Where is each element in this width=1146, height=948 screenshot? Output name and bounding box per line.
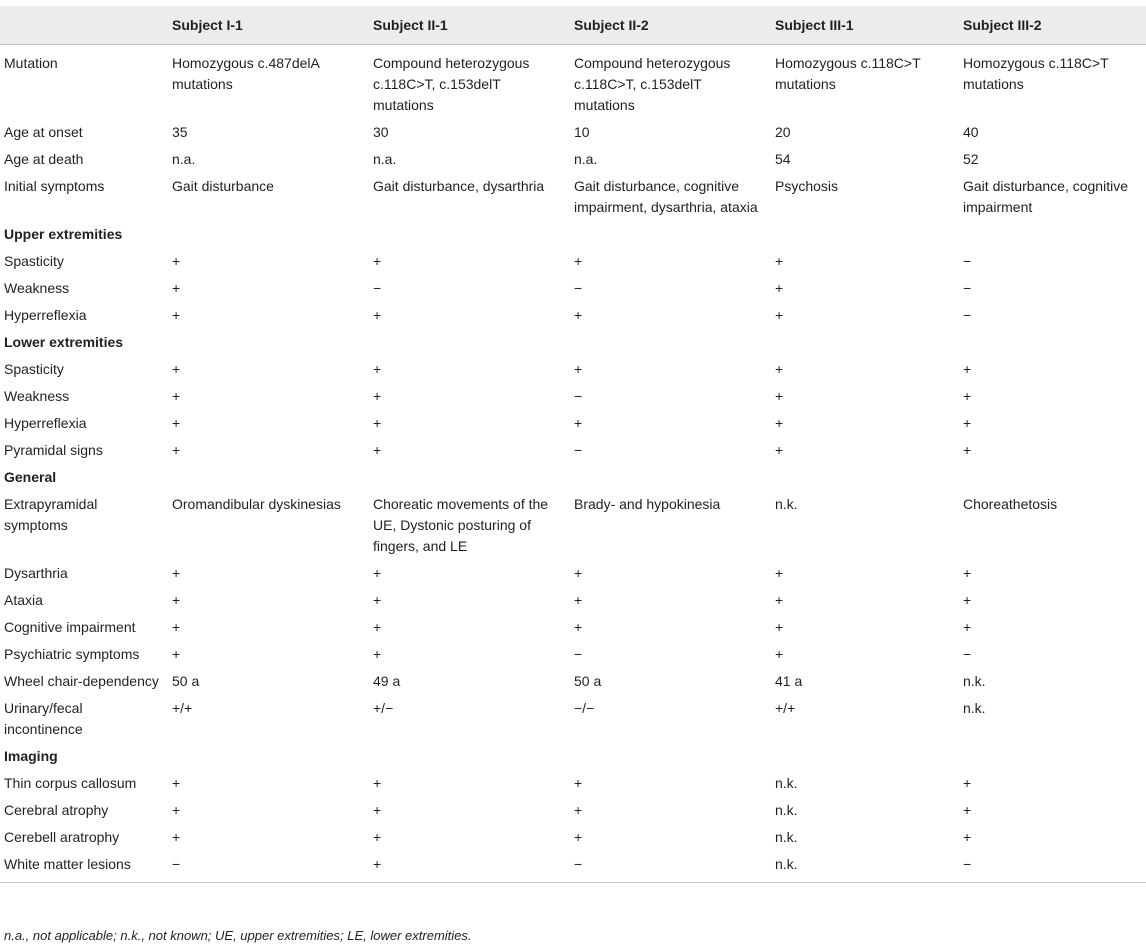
table-cell: + — [574, 828, 583, 845]
section-row — [0, 221, 1146, 248]
table-row — [0, 824, 1146, 851]
table-cell: + — [172, 279, 181, 296]
section-heading: General — [4, 468, 57, 485]
table-cell: + — [373, 414, 382, 431]
table-row — [0, 560, 1146, 587]
section-heading: Upper extremities — [4, 225, 123, 242]
header-corner-cell — [0, 6, 168, 44]
table-cell: 40 — [963, 123, 979, 140]
table-cell: + — [172, 441, 181, 458]
row-label: Hyperreflexia — [4, 306, 87, 323]
table-cell: + — [373, 801, 382, 818]
table-cell: + — [373, 774, 382, 791]
table-cell: − — [574, 441, 583, 458]
table-cell: n.k. — [775, 801, 798, 818]
table-cell: − — [959, 851, 1146, 883]
table-cell: + — [373, 828, 382, 845]
table-row — [0, 146, 1146, 173]
table-cell: + — [775, 645, 784, 662]
table-cell: + — [172, 360, 181, 377]
row-label: Extrapyramidal symptoms — [4, 495, 98, 533]
section-row — [0, 743, 1146, 770]
table-cell: − — [168, 851, 369, 883]
table-cell: + — [574, 306, 583, 323]
table-row — [0, 173, 1146, 221]
table-row — [0, 410, 1146, 437]
row-label: Wheel chair-dependency — [4, 672, 159, 689]
row-label: Ataxia — [4, 591, 43, 608]
table-cell: n.k. — [771, 851, 959, 883]
table-cell: + — [775, 252, 784, 269]
table-cell: + — [963, 360, 972, 377]
table-cell: + — [963, 441, 972, 458]
table-cell: + — [172, 801, 181, 818]
table-row — [0, 383, 1146, 410]
table-row — [0, 695, 1146, 743]
table-cell: + — [172, 828, 181, 845]
table-row — [0, 770, 1146, 797]
row-label: Thin corpus callosum — [4, 774, 137, 791]
table-cell: + — [775, 306, 784, 323]
table-cell: + — [963, 828, 972, 845]
table-cell: +/− — [373, 699, 394, 716]
table-cell: + — [963, 387, 972, 404]
table-cell: − — [963, 279, 972, 296]
table-row — [0, 641, 1146, 668]
table-cell: n.a. — [574, 150, 598, 167]
table-cell: + — [172, 774, 181, 791]
table-cell: + — [172, 645, 181, 662]
row-label: Urinary/fecal incontinence — [4, 699, 83, 737]
table-cell: + — [172, 564, 181, 581]
table-row — [0, 668, 1146, 695]
row-label: Dysarthria — [4, 564, 68, 581]
row-label: Cerebral atrophy — [4, 801, 109, 818]
row-label: Pyramidal signs — [4, 441, 103, 458]
table-cell: Gait disturbance, cognitive impairment — [963, 177, 1128, 215]
table-cell: − — [963, 306, 972, 323]
table-cell: + — [574, 252, 583, 269]
table-cell: Brady- and hypokinesia — [574, 495, 721, 512]
table-cell: − — [373, 279, 382, 296]
table-cell: Oromandibular dyskinesias — [172, 495, 341, 512]
table-cell: 35 — [172, 123, 188, 140]
table-cell: Psychosis — [775, 177, 839, 194]
table-cell: + — [775, 591, 784, 608]
table-cell: + — [963, 618, 972, 635]
table-row — [0, 275, 1146, 302]
table-row — [0, 437, 1146, 464]
table-cell: Homozygous c.487delA mutations — [172, 54, 320, 92]
table-cell: − — [963, 645, 972, 662]
table-cell: + — [172, 306, 181, 323]
table-cell: + — [373, 564, 382, 581]
table-cell: n.k. — [775, 828, 798, 845]
table-cell: − — [570, 851, 771, 883]
table-cell: − — [574, 279, 583, 296]
table-cell: + — [775, 564, 784, 581]
table-cell: Compound heterozygous c.118C>T, c.153delT mutations — [373, 54, 530, 113]
table-cell: − — [574, 387, 583, 404]
row-label: White matter lesions — [0, 851, 168, 883]
table-row — [0, 119, 1146, 146]
table-cell: + — [172, 252, 181, 269]
table-cell: Gait disturbance, cognitive impairment, dysarthria, ataxia — [574, 177, 758, 215]
table-cell: n.a. — [373, 150, 397, 167]
table-cell: Gait disturbance — [172, 177, 274, 194]
table-cell: + — [963, 801, 972, 818]
table-cell: + — [963, 774, 972, 791]
table-row — [0, 44, 1146, 119]
table-cell: + — [373, 252, 382, 269]
table-cell: + — [574, 774, 583, 791]
table-cell: + — [574, 360, 583, 377]
table-cell: − — [963, 252, 972, 269]
row-label: Age at onset — [4, 123, 83, 140]
row-label: Initial symptoms — [4, 177, 105, 194]
header-subject-iii-1: Subject III-1 — [771, 6, 959, 44]
table-cell: − — [574, 645, 583, 662]
table-cell: + — [775, 618, 784, 635]
table-cell: + — [172, 591, 181, 608]
header-subject-iii-2: Subject III-2 — [959, 6, 1146, 44]
table-cell: + — [373, 441, 382, 458]
section-heading: Lower extremities — [4, 333, 124, 350]
table-cell: + — [574, 564, 583, 581]
table-cell: Compound heterozygous c.118C>T, c.153delT mutations — [574, 54, 731, 113]
table-cell: + — [373, 645, 382, 662]
table-row — [0, 797, 1146, 824]
section-row — [0, 329, 1146, 356]
table-cell: + — [172, 387, 181, 404]
table-cell: + — [775, 441, 784, 458]
table-cell: Choreatic movements of the UE, Dystonic posturing of fingers, and LE — [373, 495, 549, 554]
table-cell: Gait disturbance, dysarthria — [373, 177, 545, 194]
row-label: Psychiatric symptoms — [4, 645, 140, 662]
table-cell: + — [963, 591, 972, 608]
table-cell: 54 — [775, 150, 791, 167]
row-label: Spasticity — [4, 252, 64, 269]
table-row — [0, 356, 1146, 383]
table-cell: n.k. — [963, 672, 986, 689]
table-cell: + — [373, 591, 382, 608]
table-cell: + — [775, 279, 784, 296]
table-cell: 49 a — [373, 672, 401, 689]
table-cell: +/+ — [775, 699, 796, 716]
table-cell: n.k. — [963, 699, 986, 716]
row-label: Hyperreflexia — [4, 414, 87, 431]
table-cell: + — [373, 306, 382, 323]
table-cell: + — [775, 387, 784, 404]
section-row — [0, 464, 1146, 491]
row-label: Cognitive impairment — [4, 618, 136, 635]
table-cell: + — [373, 387, 382, 404]
table-cell: + — [775, 360, 784, 377]
table-cell: Homozygous c.118C>T mutations — [775, 54, 921, 92]
table-row — [0, 851, 1146, 883]
table-cell: 41 a — [775, 672, 803, 689]
table-cell: + — [373, 360, 382, 377]
table-cell: 10 — [574, 123, 590, 140]
table-cell: + — [574, 591, 583, 608]
table-cell: n.k. — [775, 774, 798, 791]
clinical-features-table — [0, 6, 1146, 883]
table-cell: + — [373, 618, 382, 635]
header-row — [0, 6, 1146, 44]
table-cell: + — [172, 618, 181, 635]
table-cell: −/− — [574, 699, 595, 716]
row-label: Weakness — [4, 387, 70, 404]
table-cell: + — [775, 414, 784, 431]
table-cell: n.a. — [172, 150, 196, 167]
table-cell: Choreathetosis — [963, 495, 1058, 512]
table-header — [0, 6, 1146, 44]
table-cell: 20 — [775, 123, 791, 140]
table-row — [0, 614, 1146, 641]
table-body — [0, 44, 1146, 882]
table-cell: + — [574, 801, 583, 818]
table-cell: 50 a — [574, 672, 602, 689]
table-row — [0, 248, 1146, 275]
row-label: Age at death — [4, 150, 84, 167]
row-label: Spasticity — [4, 360, 64, 377]
table-row — [0, 491, 1146, 560]
table-cell: 50 a — [172, 672, 200, 689]
table-cell: + — [574, 618, 583, 635]
table-cell: + — [574, 414, 583, 431]
table-row — [0, 302, 1146, 329]
header-subject-i-1: Subject I-1 — [168, 6, 369, 44]
table-cell: 52 — [963, 150, 979, 167]
table-cell: + — [369, 851, 570, 883]
header-subject-ii-1: Subject II-1 — [369, 6, 570, 44]
section-heading: Imaging — [4, 747, 58, 764]
row-label: Mutation — [4, 54, 58, 71]
table-footnote: n.a., not applicable; n.k., not known; UE, upper extremities; LE, lower extremities. — [4, 928, 472, 943]
header-subject-ii-2: Subject II-2 — [570, 6, 771, 44]
table-cell: Homozygous c.118C>T mutations — [963, 54, 1109, 92]
table-cell: +/+ — [172, 699, 193, 716]
row-label: Weakness — [4, 279, 70, 296]
table-cell: + — [963, 564, 972, 581]
table-cell: + — [172, 414, 181, 431]
table-row — [0, 587, 1146, 614]
row-label: Cerebell aratrophy — [4, 828, 120, 845]
table-cell: + — [963, 414, 972, 431]
table-cell: 30 — [373, 123, 389, 140]
table-cell: n.k. — [775, 495, 798, 512]
